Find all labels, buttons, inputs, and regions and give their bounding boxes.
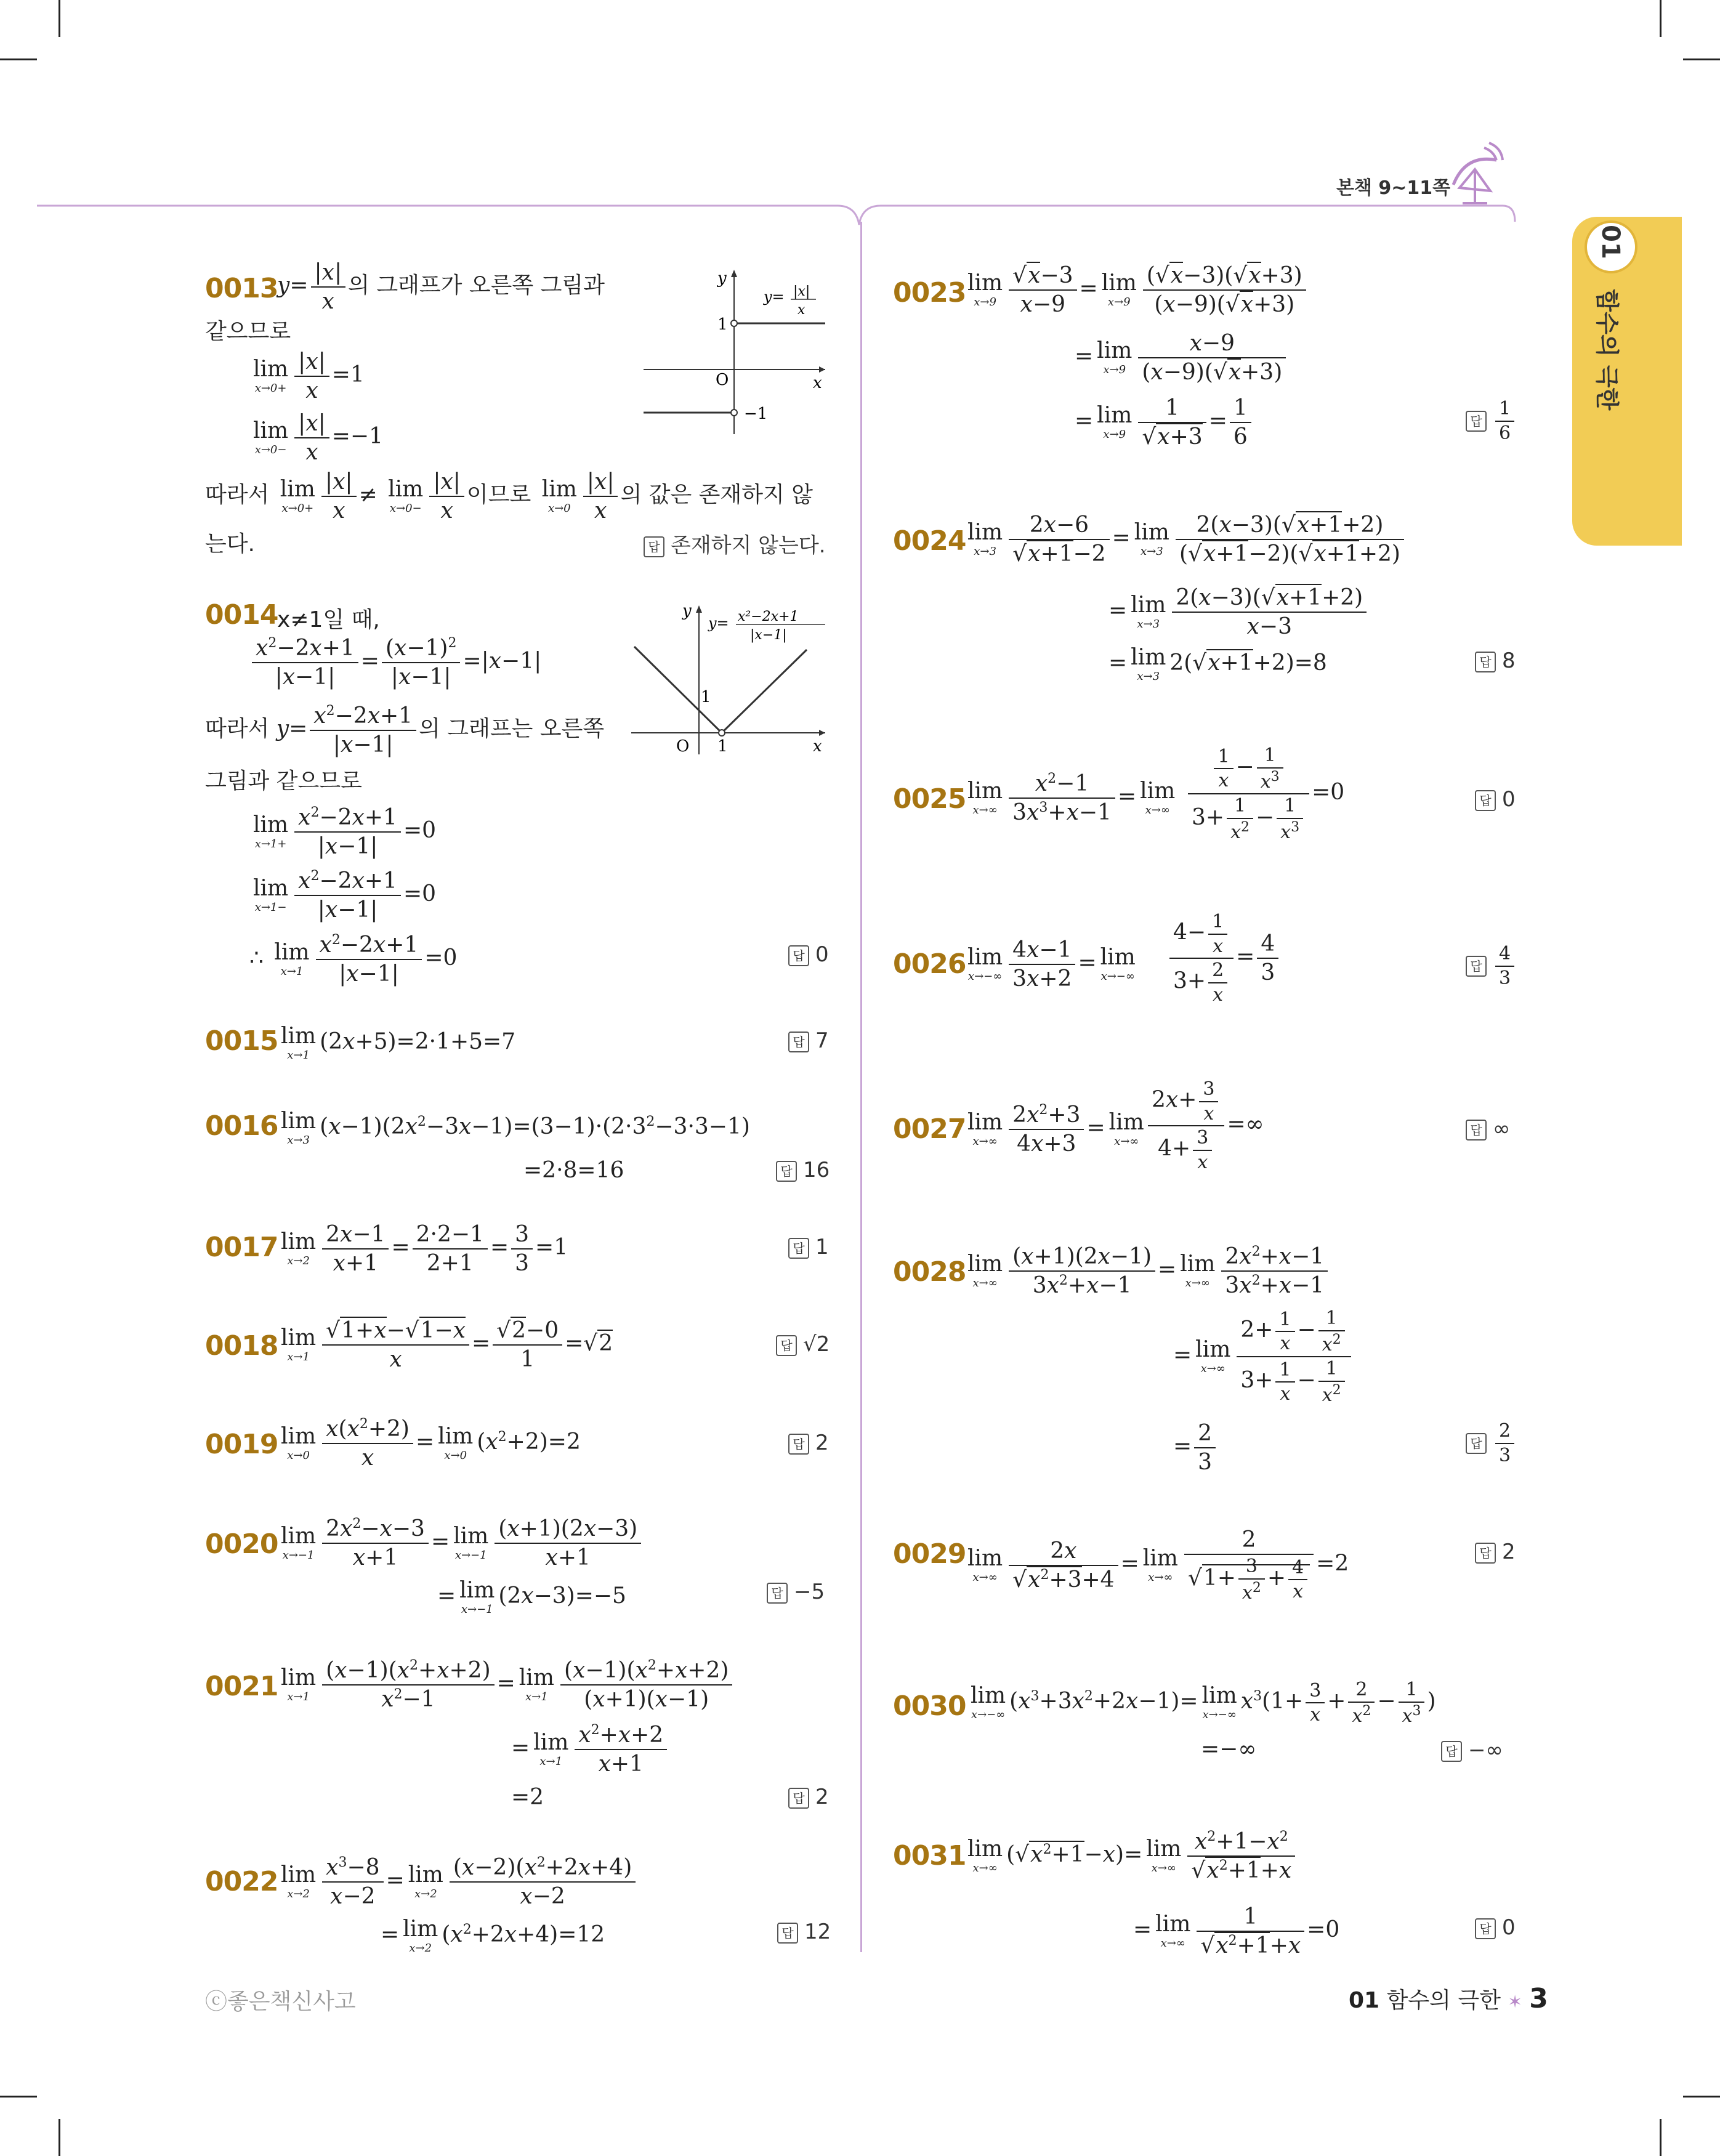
answer-mark: 답	[776, 1161, 797, 1182]
formula: lim x→0+ $\frac{|x|}{x}$ =1	[253, 349, 365, 403]
svg-text:O: O	[676, 737, 690, 756]
problem-number: 0016	[205, 1110, 278, 1142]
solution-text: 의 그래프가 오른쪽 그림과	[348, 273, 605, 298]
answer-value: −∞	[1468, 1738, 1503, 1762]
problem-number: 0020	[205, 1528, 278, 1560]
formula: lim x→−∞ $(x^3+3x^2+2x-1)= \lim$ x→−∞ $x^3(1+$ $\frac{3}{x}$ + $\frac{2}{x^2}$ − $\frac{1}{x^3}$ )	[971, 1679, 1436, 1727]
answer	[788, 1028, 829, 1053]
answer-mark: 답	[1475, 1543, 1496, 1564]
answer-value: 존재하지 않는다.	[671, 533, 826, 558]
solution-text: 는다.	[205, 531, 255, 557]
formula: lim x→1− $\frac{x^2-2x+1}{|x-1|}$ =0	[253, 868, 437, 923]
formula: lim x→1 (2x+5)=2·1+5=7	[281, 1023, 516, 1062]
answer	[1466, 1419, 1517, 1467]
answer-value: ∞	[1493, 1116, 1511, 1141]
page-reference: 본책 9~11쪽	[1336, 177, 1451, 199]
answer-value: 1	[815, 1235, 829, 1259]
formula: lim x→0− $\frac{|x|}{x}$ =−1	[253, 411, 383, 465]
chapter-tab-title: 함수의 극한	[1593, 289, 1621, 411]
answer-value: 7	[815, 1028, 829, 1053]
formula: lim x→1 $\frac{√1+x-√1-x}{x}$ = $\frac{√2-0}{1}$ =√2	[281, 1318, 613, 1372]
formula: lim x→∞ $\frac{2x^2+3}{4x+3}$ = lim x→∞	[967, 1102, 1144, 1157]
answer	[1475, 1915, 1516, 1940]
formula: 따라서 lim x→0+ $\frac{|x|}{x}$ ≠ lim x→0− $\frac{|x|}{x}$ 이므로 lim x→0 $\frac{|x|}{x}$ 의 값은 존재하지 않	[205, 469, 814, 523]
problem-number: 0030	[893, 1690, 966, 1722]
footer-chapter	[1349, 1983, 1548, 2014]
formula: =2·8=16	[523, 1158, 624, 1183]
formula: lim x→−1 $\frac{2x^2-x-3}{x+1}$ = lim x→−1 $\frac{(x+1)(2x-3)}{x+1}$	[277, 1515, 644, 1572]
answer	[1475, 1540, 1516, 1564]
formula: lim x→∞ $\frac{(x+1)(2x-1)}{3x^2+x-1}$ = lim x→∞ $\frac{2x^2+x-1}{3x^2+x-1}$	[964, 1243, 1330, 1299]
answer	[1466, 1116, 1510, 1141]
problem-number: 0014	[205, 599, 278, 631]
formula: = lim x→−1 (2x−3)=−5	[437, 1578, 626, 1616]
formula: lim x→2 $\frac{x^3-8}{x-2}$ = lim x→2 $\frac{(x-2)(x^2+2x+4)}{x-2}$	[277, 1854, 638, 1910]
chapter-tab	[1572, 217, 1682, 546]
problem-number: 0022	[205, 1866, 278, 1897]
answer	[776, 1158, 830, 1182]
svg-text:x²−2x+1: x²−2x+1	[738, 609, 799, 624]
answer-value: 0	[1502, 787, 1516, 812]
answer	[788, 1431, 829, 1455]
formula: = lim x→2 $(x^2+2x+4)=12$	[381, 1916, 605, 1955]
answer	[1466, 397, 1517, 445]
solution-text: 의 그래프는 오른쪽	[419, 716, 605, 741]
formula: 2x+ $\frac{3}{x}$ 4+ $\frac{3}{x}$ =∞	[1145, 1078, 1264, 1174]
formula: = lim x→3 $\frac{2(x-3)(√x+1+2)}{x-3}$	[1108, 584, 1369, 640]
problem-number: 0021	[205, 1671, 278, 1702]
formula: = lim x→9 $\frac{1}{√x+3}$ = $\frac{1}{6}$	[1075, 394, 1254, 451]
solution-text: 그림과 같으므로	[205, 769, 362, 794]
answer	[1475, 787, 1516, 812]
solution-text: x≠1일 때,	[277, 607, 380, 632]
solution-text: 같으므로	[205, 319, 291, 344]
answer	[1466, 942, 1517, 990]
formula: lim x→3 $(x-1)(2x^2-3x-1)=(3-1)\cdot(2\cdot 3^2-3\cdot 3-1)$	[281, 1108, 750, 1147]
formula: lim x→∞ $\frac{x^2-1}{3x^3+x-1}$ = lim x→∞	[967, 771, 1176, 825]
answer-mark: 답	[788, 945, 809, 966]
answer-value: $\frac{2}{3}$	[1495, 1419, 1514, 1467]
graph-0013	[640, 265, 831, 437]
formula: lim x→1 $\frac{(x-1)(x^2+x+2)}{x^2-1}$ = lim x→1 $\frac{(x-1)(x^2+x+2)}{(x+1)(x-1)}$	[277, 1657, 735, 1713]
answer-value: √2	[803, 1332, 830, 1357]
answer-value: $\frac{1}{6}$	[1495, 397, 1514, 445]
svg-text:x: x	[813, 374, 822, 392]
problem-number: 0013	[205, 273, 278, 304]
answer-value: 2	[815, 1785, 829, 1809]
formula: lim x→3 $\frac{2x-6}{√x+1-2}$ = lim x→3 $\frac{2(x-3)(√x+1+2)}{(√x+1-2)(√x+1+2)}$	[964, 511, 1407, 568]
problem-number: 0024	[893, 525, 966, 557]
answer-mark: 답	[1475, 1918, 1496, 1939]
problem-number: 0026	[893, 948, 966, 980]
answer	[1475, 648, 1516, 673]
svg-text:O: O	[716, 371, 729, 389]
formula: lim x→2 $\frac{2x-1}{x+1}$ = $\frac{2\cdot 2-1}{2+1}$ = $\frac{3}{3}$ =1	[281, 1222, 568, 1276]
answer	[788, 1785, 829, 1809]
formula: = $\frac{2}{3}$	[1173, 1419, 1218, 1476]
formula: lim x→∞ $(√x^2+1-x)= \lim$ x→∞ $\frac{x^2+1-x^2}{√x^2+1+x}$	[964, 1828, 1298, 1884]
answer-mark: 답	[1466, 1120, 1487, 1141]
problem-number: 0018	[205, 1330, 278, 1362]
formula: lim x→9 $\frac{√x-3}{x-9}$ = lim x→9 $\frac{(√x-3)(√x+3)}{(x-9)(√x+3)}$	[964, 262, 1309, 318]
footer-chapter-number: 01	[1349, 1988, 1380, 2013]
formula: ∴ lim x→1 $\frac{x^2-2x+1}{|x-1|}$ =0	[249, 932, 458, 987]
answer	[1441, 1738, 1503, 1762]
formula: = lim x→∞ 2+ $\frac{1}{x}$ − $\frac{1}{x^2}$ 3+ $\frac{1}{x}$ − $\frac{1}{x^2}$	[1173, 1307, 1354, 1407]
answer	[788, 942, 829, 967]
formula: = lim x→9 $\frac{x-9}{(x-9)(√x+3)}$	[1075, 329, 1288, 386]
formula: = lim x→∞ $\frac{1}{√x^2+1+x}$ =0	[1133, 1904, 1340, 1958]
svg-text:|x−1|: |x−1|	[750, 628, 787, 643]
answer-mark: 답	[1466, 1433, 1487, 1454]
solution-text: 의 값은 존재하지 않	[620, 482, 814, 507]
formula: =−∞	[1201, 1737, 1257, 1762]
problem-number: 0027	[893, 1113, 966, 1145]
answer	[776, 1332, 830, 1357]
svg-text:|x|: |x|	[793, 284, 810, 299]
copyright: ⓒ좋은책신사고	[205, 1989, 356, 2014]
page-number: 3	[1529, 1983, 1548, 2014]
answer-value: 2	[815, 1431, 829, 1455]
answer-mark: 답	[1441, 1741, 1462, 1762]
answer-mark: 답	[788, 1434, 809, 1455]
formula: $\frac{1}{x}$ − $\frac{1}{x^3}$ 3+ $\frac{1}{x^2}$ − $\frac{1}{x^3}$ =0	[1185, 744, 1344, 844]
svg-text:y: y	[682, 604, 692, 620]
formula: 따라서 y= $\frac{x^2-2x+1}{|x-1|}$ 의 그래프는 오른쪽	[205, 703, 605, 757]
answer	[767, 1580, 825, 1604]
svg-text:x: x	[813, 737, 822, 756]
formula: lim x→−∞ $\frac{4x-1}{3x+2}$ = lim x→−∞	[967, 937, 1136, 991]
answer-mark: 답	[777, 1923, 798, 1944]
svg-text:y=: y=	[708, 615, 729, 632]
formula: lim x→∞ $\frac{2x}{√x^2+3+4}$ = lim x→∞ 2 √1+ $\frac{3}{x^2}$ + $\frac{4}{x}$ =2	[967, 1527, 1349, 1604]
answer-mark: 답	[788, 1032, 809, 1052]
answer	[644, 528, 826, 559]
column-divider	[860, 222, 862, 1952]
formula: y= $\frac{|x|}{x}$ 의 그래프가 오른쪽 그림과	[277, 260, 605, 314]
answer-mark: 답	[788, 1238, 809, 1259]
problem-number: 0025	[893, 783, 966, 815]
answer-mark: 답	[1466, 956, 1487, 977]
problem-number: 0031	[893, 1840, 966, 1871]
problem-number: 0023	[893, 277, 966, 309]
svg-text:−1: −1	[744, 405, 768, 423]
answer-mark: 답	[767, 1583, 788, 1604]
answer-value: 0	[815, 942, 829, 967]
chapter-tab-number-text: 01	[1596, 225, 1625, 259]
problem-number: 0017	[205, 1232, 278, 1263]
answer-value: 12	[804, 1920, 831, 1944]
svg-text:y=: y=	[764, 288, 785, 305]
svg-text:y: y	[717, 269, 727, 288]
answer-value: −5	[794, 1580, 825, 1604]
svg-text:1: 1	[717, 315, 728, 334]
answer-mark: 답	[1475, 790, 1496, 811]
formula: =2	[511, 1785, 544, 1810]
solution-text: 따라서	[205, 482, 270, 507]
graph-0014	[628, 604, 831, 757]
problem-number: 0019	[205, 1429, 278, 1460]
answer	[788, 1235, 829, 1259]
svg-text:1: 1	[717, 737, 728, 756]
svg-text:1: 1	[701, 688, 711, 706]
answer-mark: 답	[644, 536, 664, 557]
formula: 4− $\frac{1}{x}$ 3+ $\frac{2}{x}$ = $\frac{4}{3}$	[1167, 910, 1281, 1006]
solution-text: 이므로	[466, 482, 531, 507]
answer-mark: 답	[1475, 652, 1496, 672]
answer-value: 16	[803, 1158, 830, 1182]
footer-chapter-title: 함수의 극한	[1386, 1988, 1501, 2013]
answer-value: $\frac{4}{3}$	[1495, 942, 1514, 990]
svg-text:x: x	[797, 302, 805, 318]
formula: = lim x→1 $\frac{x^2+x+2}{x+1}$	[511, 1721, 669, 1778]
problem-number: 0028	[893, 1256, 966, 1288]
solution-text: 따라서	[205, 716, 270, 741]
answer	[777, 1920, 831, 1944]
answer-mark: 답	[788, 1788, 809, 1809]
star-icon: ✶	[1508, 1992, 1522, 2012]
formula: $\frac{x^2-2x+1}{|x-1|}$ = $\frac{(x-1)^2}{|x-1|}$ =|x−1|	[249, 634, 541, 691]
answer-value: 8	[1502, 648, 1516, 673]
answer-mark: 답	[776, 1335, 797, 1356]
formula: lim x→1+ $\frac{x^2-2x+1}{|x-1|}$ =0	[253, 805, 437, 859]
problem-number: 0015	[205, 1025, 278, 1057]
answer-value: 2	[1502, 1540, 1516, 1564]
formula: lim x→0 $\frac{x(x^2+2)}{x}$ = lim x→0 $(x^2+2)=2$	[281, 1416, 581, 1471]
answer-value: 0	[1502, 1915, 1516, 1940]
problem-number: 0029	[893, 1538, 966, 1570]
answer-mark: 답	[1466, 411, 1487, 432]
formula: = lim x→3 2(√x+1+2)=8	[1108, 645, 1327, 683]
